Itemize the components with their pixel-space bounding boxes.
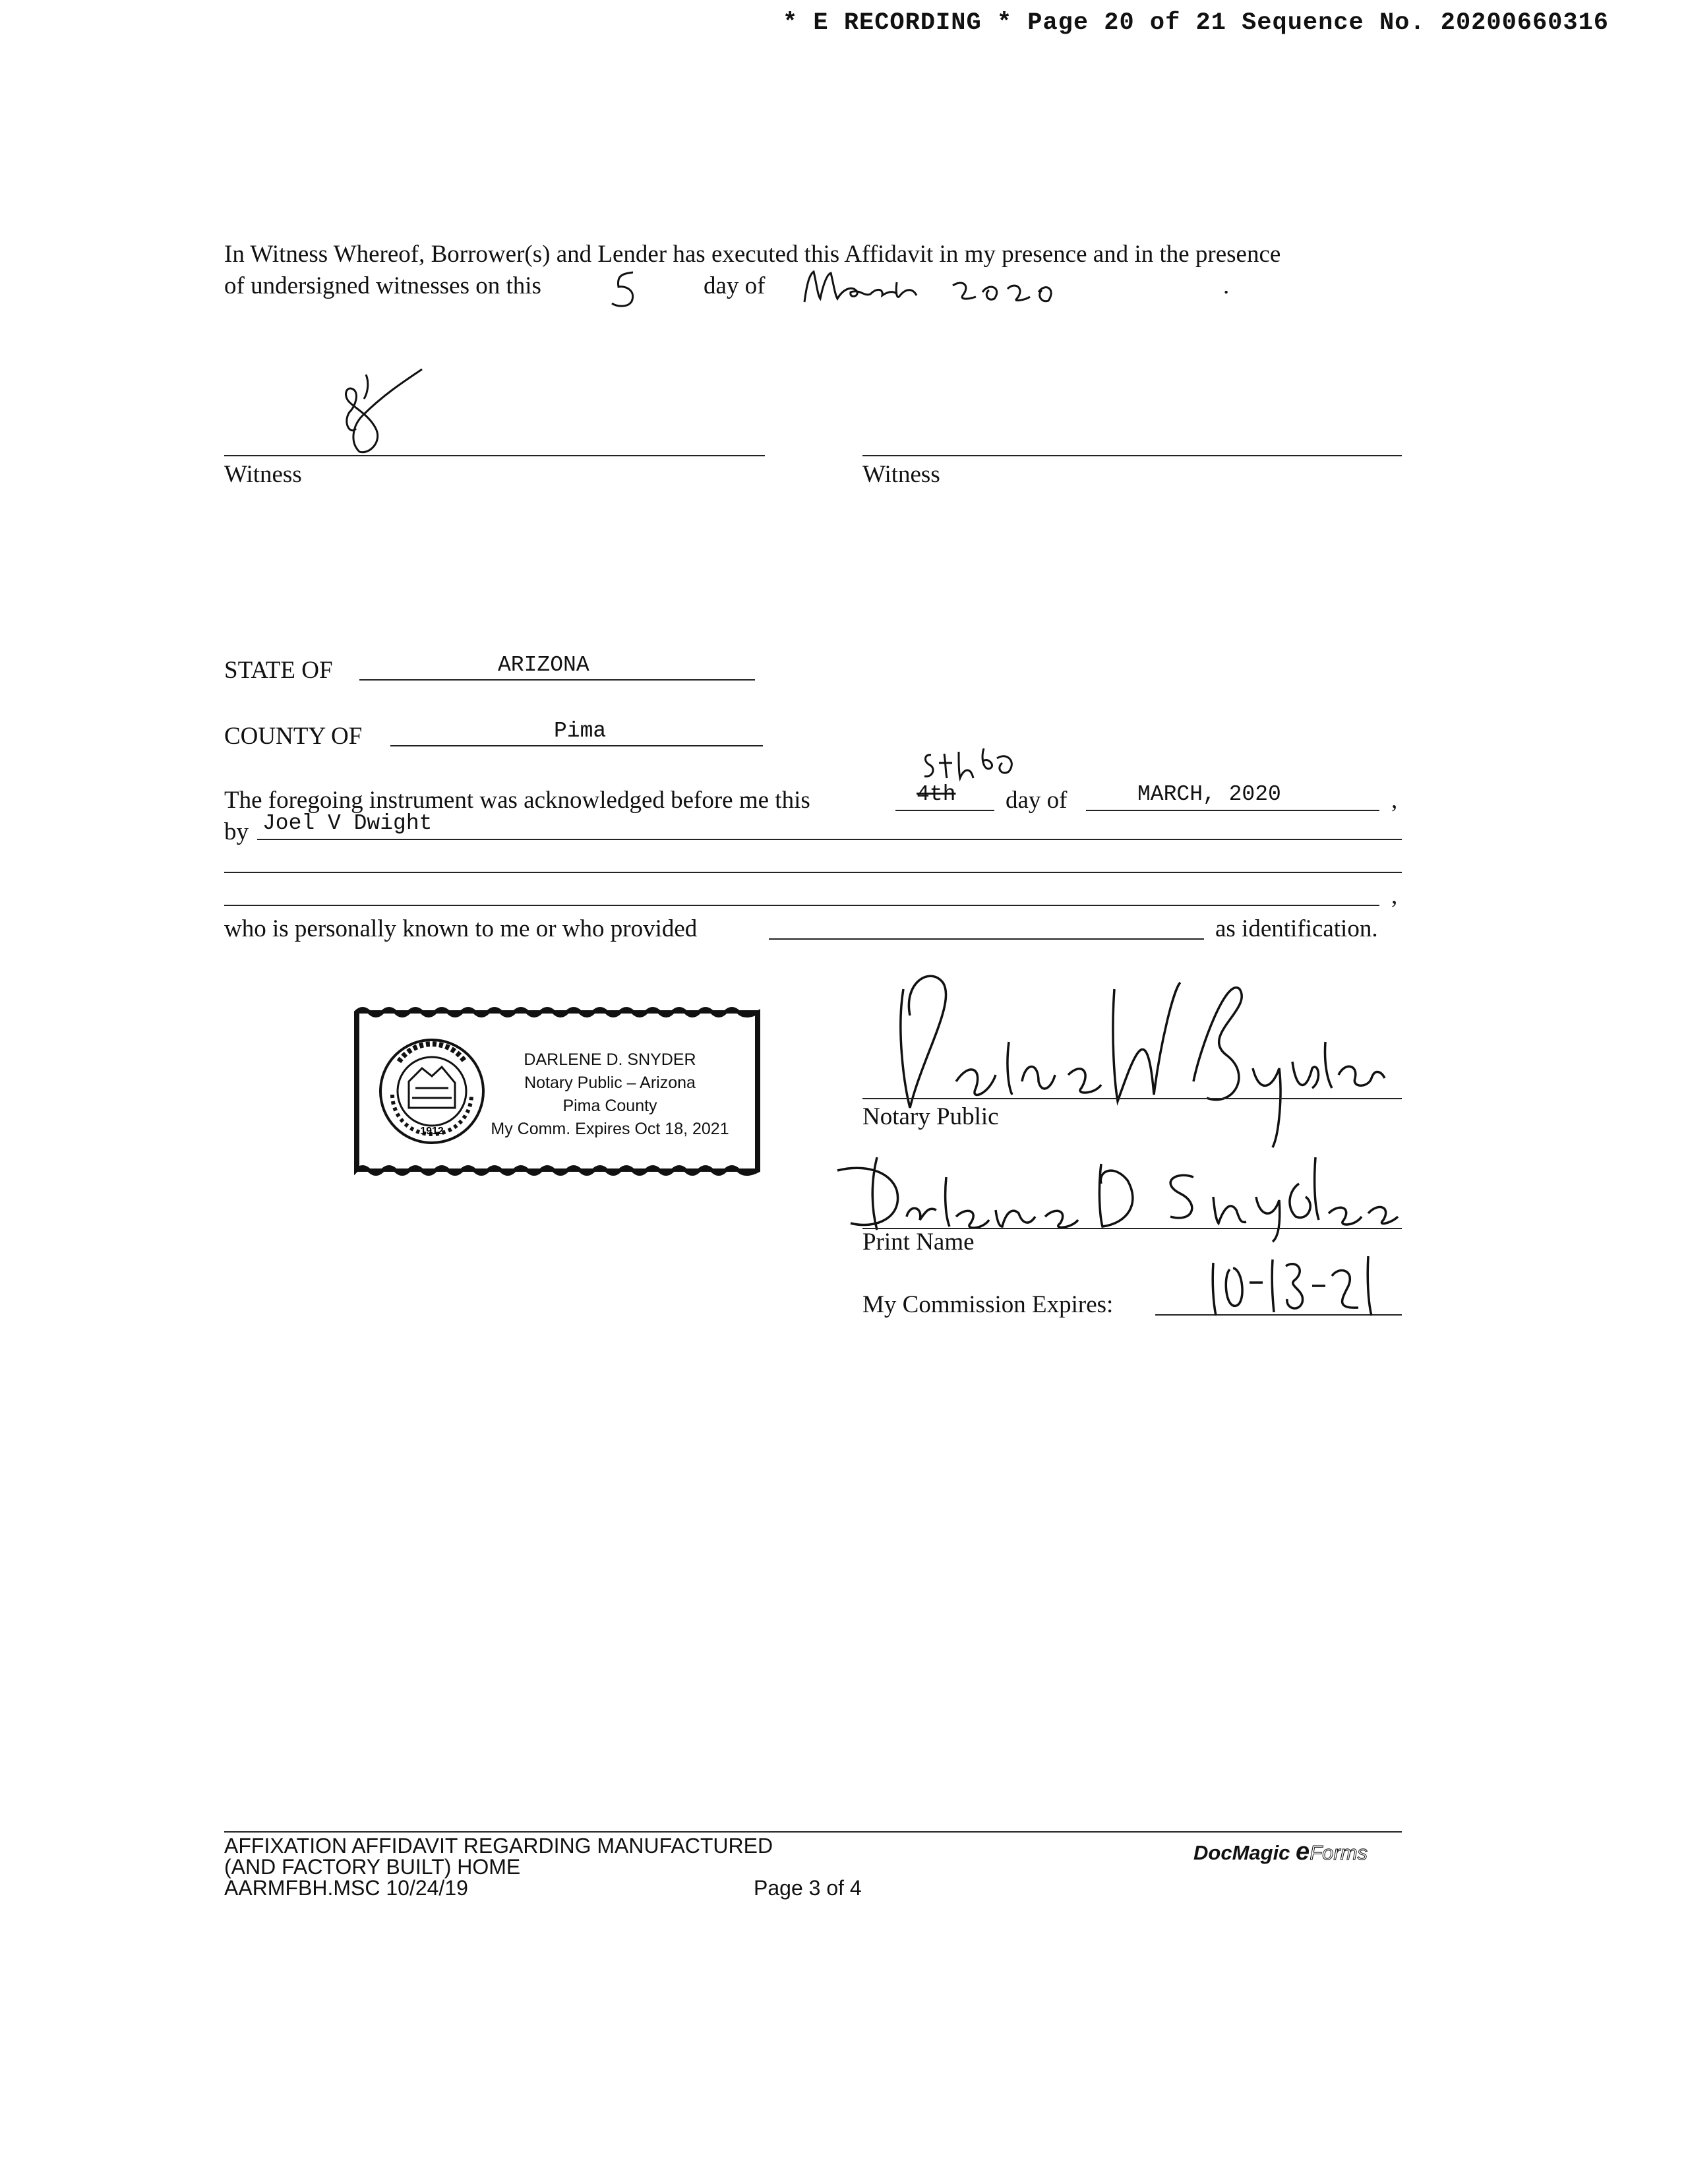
ack-day-typed: 4th — [917, 782, 956, 806]
seal-year: 1912 — [420, 1126, 444, 1137]
ack-month-year: MARCH, 2020 — [1137, 782, 1281, 806]
footer-page: Page 3 of 4 — [754, 1876, 862, 1900]
footer-line3: AARMFBH.MSC 10/24/19 — [224, 1876, 468, 1900]
ack-prefix: The foregoing instrument was acknowledged before me this — [224, 787, 810, 814]
ack-month-line — [1086, 810, 1379, 811]
footer-line2: (AND FACTORY BUILT) HOME — [224, 1855, 521, 1879]
notary-public-line — [862, 1098, 1402, 1099]
notary-public-label: Notary Public — [862, 1103, 999, 1130]
witness-clause-line1: In Witness Whereof, Borrower(s) and Lender has executed this Affidavit in my presence and in the presence — [224, 241, 1281, 268]
id-line — [769, 938, 1204, 940]
witness-clause-line2: of undersigned witnesses on this — [224, 272, 541, 299]
id-prefix: who is personally known to me or who provided — [224, 915, 698, 942]
state-line — [359, 679, 755, 681]
ack-comma: , — [1391, 787, 1398, 814]
ack-day-of: day of — [1006, 787, 1068, 814]
county-value: Pima — [554, 719, 607, 743]
handwritten-month-year — [798, 262, 1075, 315]
docmagic-logo — [1193, 1838, 1368, 1866]
stamp-name: DARLENE D. SNYDER — [524, 1050, 696, 1069]
recording-header: * E RECORDING * Page 20 of 21 Sequence No. 20200660316 — [783, 9, 1609, 37]
footer-line1: AFFIXATION AFFIDAVIT REGARDING MANUFACTURED — [224, 1834, 773, 1858]
by-line-3 — [224, 905, 1379, 906]
by-label: by — [224, 818, 249, 845]
handwritten-day — [607, 267, 646, 313]
state-label: STATE OF — [224, 657, 333, 684]
county-line — [390, 745, 763, 746]
witness-day-of: day of — [704, 272, 766, 299]
witness-left-line — [224, 455, 765, 456]
witness-signature — [330, 363, 435, 468]
commission-label: My Commission Expires: — [862, 1291, 1114, 1318]
docmagic-e: e — [1296, 1838, 1310, 1866]
witness-left-label: Witness — [224, 461, 302, 488]
stamp-expires: My Comm. Expires Oct 18, 2021 — [491, 1120, 729, 1138]
by-line-1 — [257, 839, 1402, 840]
commission-date-handwritten — [1200, 1250, 1398, 1322]
arizona-seal — [376, 1035, 488, 1147]
footer-rule — [224, 1831, 1402, 1833]
ack-day-correction — [918, 742, 1030, 788]
by-line-2 — [224, 872, 1402, 873]
ack-day-line — [895, 810, 994, 811]
state-value: ARIZONA — [498, 653, 589, 677]
stamp-county: Pima County — [562, 1097, 657, 1115]
county-label: COUNTY OF — [224, 723, 363, 750]
witness-right-label: Witness — [862, 461, 940, 488]
by-name: Joel V Dwight — [262, 811, 433, 835]
stamp-title: Notary Public – Arizona — [524, 1074, 696, 1092]
by-comma: , — [1391, 882, 1398, 909]
witness-period: . — [1223, 272, 1230, 299]
docmagic-forms: Forms — [1310, 1841, 1368, 1864]
docmagic-brand: DocMagic — [1193, 1841, 1290, 1864]
witness-right-line — [862, 455, 1402, 456]
id-suffix: as identification. — [1215, 915, 1378, 942]
print-name-label: Print Name — [862, 1228, 975, 1256]
